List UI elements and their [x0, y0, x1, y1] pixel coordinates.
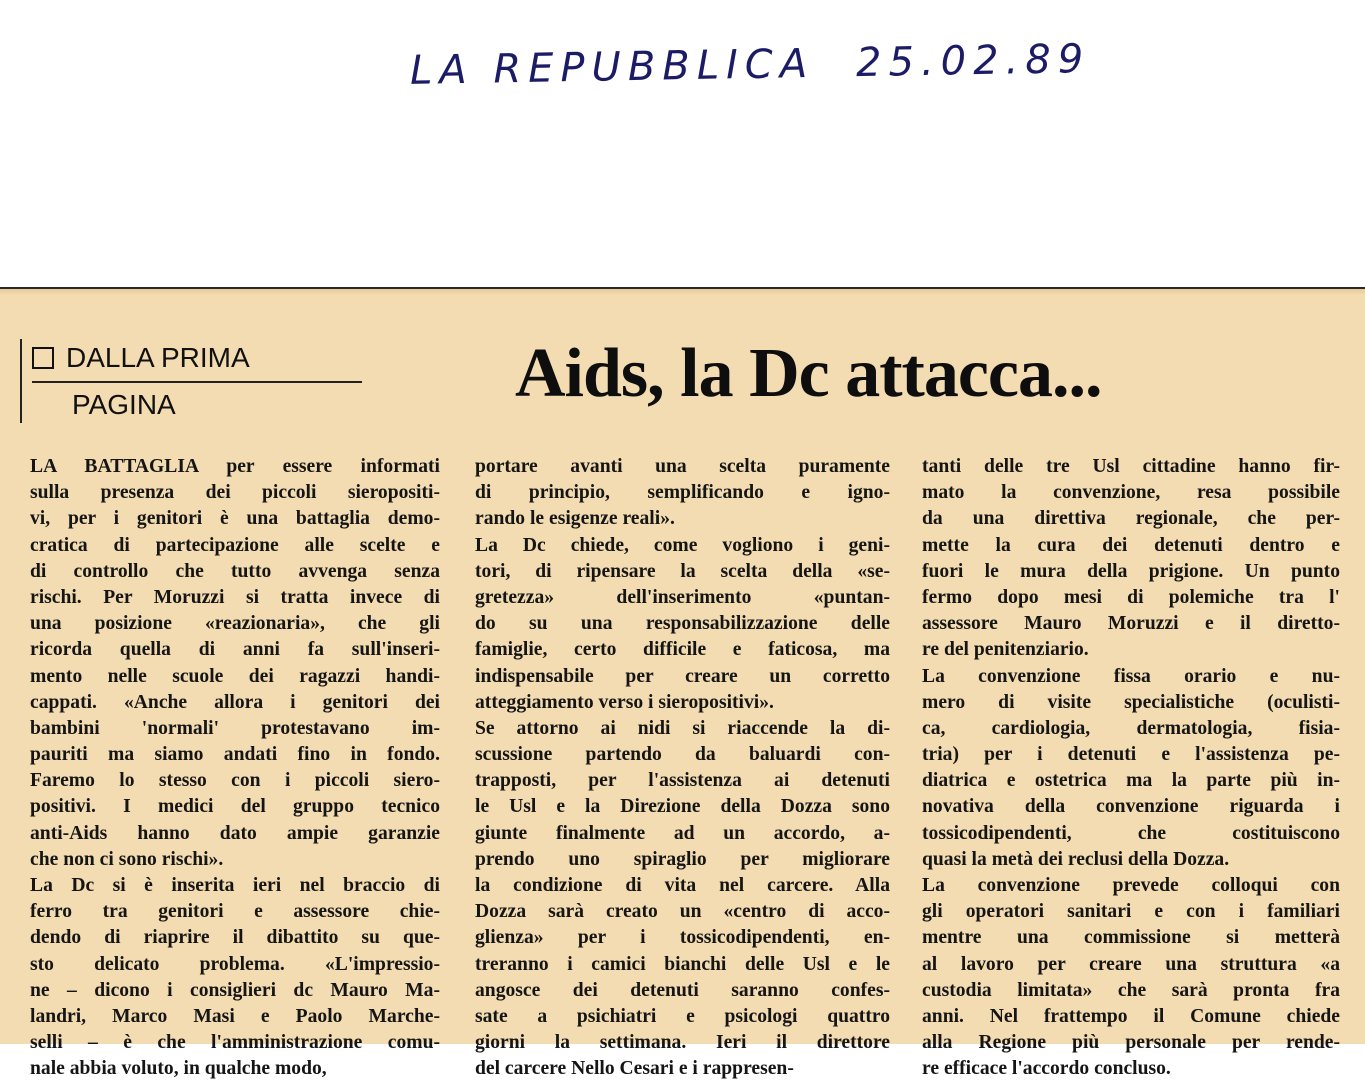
- article-line: sulla presenza dei piccoli sieropositi-: [30, 482, 440, 504]
- article-line: glienza» per i tossicodipendenti, en-: [475, 927, 890, 949]
- article-line: angosce dei detenuti saranno confes-: [475, 979, 890, 1001]
- article-line: fermo dopo mesi di polemiche tra l': [922, 586, 1340, 608]
- rubric-label-2: PAGINA: [72, 389, 176, 420]
- square-bullet-icon: [32, 347, 54, 369]
- article-line: di controllo che tutto avvenga senza: [30, 560, 440, 582]
- article-line: anni. Nel frattempo il Comune chiede: [922, 1005, 1340, 1027]
- article-line: Dozza sarà creato un «centro di acco-: [475, 901, 890, 923]
- article-line: quasi la metà dei reclusi della Dozza.: [922, 848, 1230, 870]
- article-line: scussione partendo da baluardi con-: [475, 744, 890, 766]
- article-line: tori, di ripensare la scelta della «se-: [475, 560, 890, 582]
- article-line: custodia limitata» che sarà pronta fra: [922, 979, 1340, 1001]
- article-line: indispensabile per creare un corretto: [475, 665, 890, 687]
- article-line: La convenzione prevede colloqui con: [922, 875, 1340, 896]
- article-line: mato la convenzione, resa possibile: [922, 482, 1340, 504]
- article-line: da una direttiva regionale, che per-: [922, 508, 1340, 530]
- article-line: cratica di partecipazione alle scelte e: [30, 534, 440, 556]
- article-line: assessore Mauro Moruzzi e il diretto-: [922, 613, 1340, 635]
- article-line: ne – dicono i consiglieri dc Mauro Ma-: [30, 979, 440, 1001]
- article-line: La Dc chiede, come vogliono i geni-: [475, 534, 890, 556]
- article-line: cappati. «Anche allora i genitori dei: [30, 691, 440, 713]
- article-line: del carcere Nello Cesari e i rappresen-: [475, 1058, 794, 1080]
- article-line: tanti delle tre Usl cittadine hanno fir-: [922, 456, 1340, 477]
- article-line: ca, cardiologia, dermatologia, fisia-: [922, 717, 1340, 739]
- article-line: anti-Aids hanno dato ampie garanzie: [30, 822, 440, 844]
- article-line: sate a psichiatri e psicologi quattro: [475, 1005, 890, 1027]
- article-line: giorni la settimana. Ieri il direttore: [475, 1032, 890, 1054]
- article-line: una posizione «reazionaria», che gli: [30, 613, 440, 635]
- article-line: che non ci sono rischi».: [30, 848, 224, 870]
- article-line: al lavoro per creare una struttura «a: [922, 953, 1340, 975]
- article-line: LA BATTAGLIA per essere informati: [30, 456, 440, 477]
- article-line: Se attorno ai nidi si riaccende la di-: [475, 717, 890, 739]
- article-line: di principio, semplificando e igno-: [475, 482, 890, 504]
- article-line: famiglie, certo difficile e faticosa, ma: [475, 639, 890, 661]
- article-line: rando le esigenze reali».: [475, 508, 675, 530]
- rubric-label-1: DALLA PRIMA: [66, 342, 250, 373]
- article-line: tria) per i detenuti e l'assistenza pe-: [922, 744, 1340, 766]
- article-line: bambini 'normali' protestavano im-: [30, 717, 440, 739]
- article-line: pauriti ma siamo andati fino in fondo.: [30, 744, 440, 766]
- article-line: prendo uno spiraglio per migliorare: [475, 848, 890, 870]
- article-line: do su una responsabilizzazione delle: [475, 613, 890, 635]
- rubric: [20, 339, 387, 423]
- article-line: la condizione di vita nel carcere. Alla: [475, 875, 890, 896]
- article-line: nale abbia voluto, in qualche modo,: [30, 1058, 327, 1080]
- article-line: gli operatori sanitari e con i familiari: [922, 901, 1340, 923]
- article-line: mentre una commissione si metterà: [922, 927, 1340, 949]
- article-line: mento nelle scuole dei ragazzi handi-: [30, 665, 440, 687]
- article-line: vi, per i genitori è una battaglia demo-: [30, 508, 440, 530]
- article-column-2: [475, 454, 890, 1083]
- article-line: giunte finalmente ad un accordo, a-: [475, 822, 890, 844]
- article-line: atteggiamento verso i sieropositivi».: [475, 691, 774, 713]
- article-line: portare avanti una scelta puramente: [475, 456, 890, 477]
- handwritten-date: 25.02.89: [855, 36, 1091, 87]
- article-line: diatrica e ostetrica ma la parte più in-: [922, 770, 1340, 792]
- article-line: rischi. Per Moruzzi si tratta invece di: [30, 586, 440, 608]
- rubric-divider: [32, 381, 362, 383]
- article-line: dendo di riaprire il dibattito su que-: [30, 927, 440, 949]
- article-line: positivi. I medici del gruppo tecnico: [30, 796, 440, 818]
- article-line: re efficace l'accordo concluso.: [922, 1058, 1171, 1080]
- article-line: le Usl e la Direzione della Dozza sono: [475, 796, 890, 818]
- article-line: re del penitenziario.: [922, 639, 1089, 661]
- article-line: selli – è che l'amministrazione comu-: [30, 1032, 440, 1054]
- article-line: treranno i camici bianchi delle Usl e le: [475, 953, 890, 975]
- article-line: mette la cura dei detenuti dentro e: [922, 534, 1340, 556]
- article-column-3: [922, 454, 1340, 1083]
- article-line: sto delicato problema. «L'impressio-: [30, 953, 440, 975]
- article-line: mero di visite specialistiche (oculisti-: [922, 691, 1340, 713]
- article-line: ferro tra genitori e assessore chie-: [30, 901, 440, 923]
- newspaper-clipping: [0, 287, 1365, 1080]
- handwritten-source: LA REPUBBLICA: [409, 40, 815, 94]
- article-line: alla Regione più personale per rende-: [922, 1032, 1340, 1054]
- article-line: gretezza» dell'inserimento «puntan-: [475, 586, 890, 608]
- article-line: landri, Marco Masi e Paolo Marche-: [30, 1005, 440, 1027]
- article-line: La convenzione fissa orario e nu-: [922, 665, 1340, 687]
- article-line: fuori le mura della prigione. Un punto: [922, 560, 1340, 582]
- rubric-top: [32, 339, 387, 377]
- article-line: novativa della convenzione riguarda i: [922, 796, 1340, 818]
- handwritten-annotation: [410, 36, 1091, 94]
- article-line: trapposti, per l'assistenza ai detenuti: [475, 770, 890, 792]
- article-line: tossicodipendenti, che costituiscono: [922, 822, 1340, 844]
- article-line: ricorda quella di anni fa sull'inseri-: [30, 639, 440, 661]
- article-column-1: [30, 454, 440, 1083]
- article-line: La Dc si è inserita ieri nel braccio di: [30, 875, 440, 896]
- article-line: Faremo lo stesso con i piccoli siero-: [30, 770, 440, 792]
- headline: Aids, la Dc attacca...: [515, 335, 1102, 412]
